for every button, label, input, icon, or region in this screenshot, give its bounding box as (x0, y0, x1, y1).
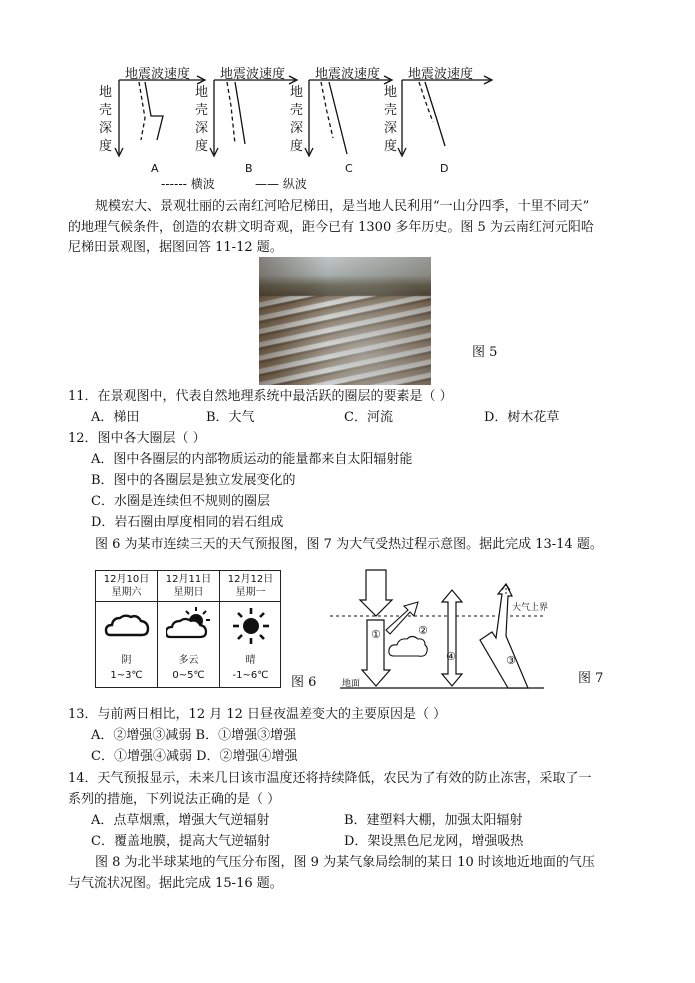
q13-options-ab[interactable]: A．②增强③减弱 B．①增强③增强 (91, 728, 297, 743)
partly-cloudy-icon (166, 605, 214, 641)
panel-letter-b: B (245, 162, 253, 175)
figure-5-caption: 图 5 (472, 345, 498, 360)
label-num-1: ① (371, 628, 381, 641)
axis-label-d: 地震波速度 (408, 67, 474, 82)
q12-option-b[interactable]: B．图中的各圈层是独立发展变化的 (91, 473, 296, 488)
intro-line-2: 的地理气候条件，创造的农耕文明奇观，距今已有 1300 多年历史。图 5 为云南红河元阳哈 (68, 220, 594, 235)
intro-figures-6-7: 图 6 为某市连续三天的天气预报图，图 7 为大气受热过程示意图。据此完成 13-14 题。 (95, 537, 603, 552)
day2-date: 12月11日 (165, 574, 212, 585)
weather-forecast-table (95, 570, 281, 688)
cloud-icon (104, 611, 150, 639)
intro-line-3: 尼梯田景观图，据图回答 11-12 题。 (68, 240, 283, 255)
figure-7-caption: 图 7 (578, 671, 604, 686)
q11-option-a[interactable]: A．梯田 (91, 410, 140, 425)
axis-label-b: 地震波速度 (220, 67, 286, 82)
svg-text:地: 地 (290, 85, 304, 100)
day2-weekday: 星期日 (173, 587, 204, 598)
sun-icon (232, 607, 270, 645)
svg-text:深: 深 (384, 121, 398, 136)
day2-condition: 多云 (178, 655, 199, 666)
intro-figures-8-9-line-1: 图 8 为北半球某地的气压分布图，图 9 为某气象局绘制的某日 10 时该地近地面的气压 (95, 855, 595, 870)
q11-option-c[interactable]: C．河流 (344, 410, 393, 425)
label-num-2: ② (418, 624, 428, 637)
axis-label-c: 地震波速度 (315, 67, 381, 82)
q11-option-b[interactable]: B．大气 (206, 410, 255, 425)
svg-text:壳: 壳 (290, 103, 304, 118)
legend-dashed: ------ 横波 (161, 177, 215, 191)
svg-text:度: 度 (384, 139, 398, 154)
svg-text:深: 深 (290, 121, 304, 136)
question-13-stem: 13．与前两日相比，12 月 12 日昼夜温差变大的主要原因是（ ） (68, 707, 447, 722)
question-12-stem: 12．图中各大圈层（ ） (68, 431, 206, 446)
ground-label: 地面 (342, 679, 361, 689)
day1-temp: 1~3℃ (110, 670, 143, 681)
day2-temp: 0~5℃ (172, 670, 205, 681)
svg-text:度: 度 (99, 139, 113, 154)
panel-letter-d: D (440, 162, 449, 175)
svg-text:地: 地 (384, 85, 398, 100)
label-num-4: ④ (446, 650, 456, 663)
svg-text:壳: 壳 (195, 103, 209, 118)
day1-date: 12月10日 (103, 574, 150, 585)
q13-options-cd[interactable]: C．①增强④减弱 D．②增强④增强 (91, 749, 298, 764)
day1-condition: 阴 (121, 655, 132, 666)
intro-figures-8-9-line-2: 与气流状况图。据此完成 15-16 题。 (68, 876, 283, 891)
svg-text:地: 地 (195, 85, 209, 100)
upper-atmosphere-label: 大气上界 (512, 603, 549, 613)
legend-solid: —— 纵波 (255, 177, 307, 191)
question-11-stem: 11．在景观图中，代表自然地理系统中最活跃的圈层的要素是（ ） (68, 389, 453, 404)
svg-text:壳: 壳 (99, 103, 113, 118)
q14-option-a[interactable]: A．点草烟熏，增强大气逆辐射 (91, 813, 270, 828)
svg-text:深: 深 (195, 121, 209, 136)
svg-text:深: 深 (99, 121, 113, 136)
figure-6-caption: 图 6 (291, 675, 317, 690)
intro-line-1: 规模宏大、景观壮丽的云南红河哈尼梯田，是当地人民利用“一山分四季，十里不同天” (95, 199, 590, 214)
atmospheric-heating-diagram (330, 566, 570, 692)
axis-label-a: 地震波速度 (125, 67, 191, 82)
question-14-stem-1: 14．天气预报显示，未来几日该市温度还将持续降低，农民为了有效的防止冻害，采取了一 (68, 771, 592, 786)
terrace-landscape-photo (259, 257, 431, 385)
day3-condition: 晴 (245, 655, 256, 666)
q11-option-d[interactable]: D．树木花草 (484, 410, 560, 425)
day3-date: 12月12日 (227, 574, 274, 585)
q14-option-c[interactable]: C．覆盖地膜，提高大气逆辐射 (91, 834, 270, 849)
day3-weekday: 星期一 (235, 587, 266, 598)
day1-weekday: 星期六 (111, 587, 142, 598)
q14-option-b[interactable]: B．建塑料大棚，加强太阳辐射 (344, 813, 523, 828)
svg-text:度: 度 (290, 139, 304, 154)
q12-option-d[interactable]: D．岩石圈由厚度相同的岩石组成 (91, 515, 284, 530)
day3-temp: -1~6℃ (232, 670, 269, 681)
q12-option-a[interactable]: A．图中各圈层的内部物质运动的能量都来自太阳辐射能 (91, 452, 413, 467)
panel-letter-c: C (345, 162, 353, 175)
svg-text:壳: 壳 (384, 103, 398, 118)
seismic-wave-figure (85, 66, 505, 191)
label-num-3: ③ (506, 654, 516, 667)
q14-option-d[interactable]: D．架设黑色尼龙网，增强吸热 (344, 834, 524, 849)
q12-option-c[interactable]: C．水圈是连续但不规则的圈层 (91, 494, 270, 509)
question-14-stem-2: 系列的措施，下列说法正确的是（ ） (68, 792, 281, 807)
svg-text:度: 度 (195, 139, 209, 154)
svg-text:地: 地 (99, 85, 113, 100)
panel-letter-a: A (151, 162, 159, 175)
